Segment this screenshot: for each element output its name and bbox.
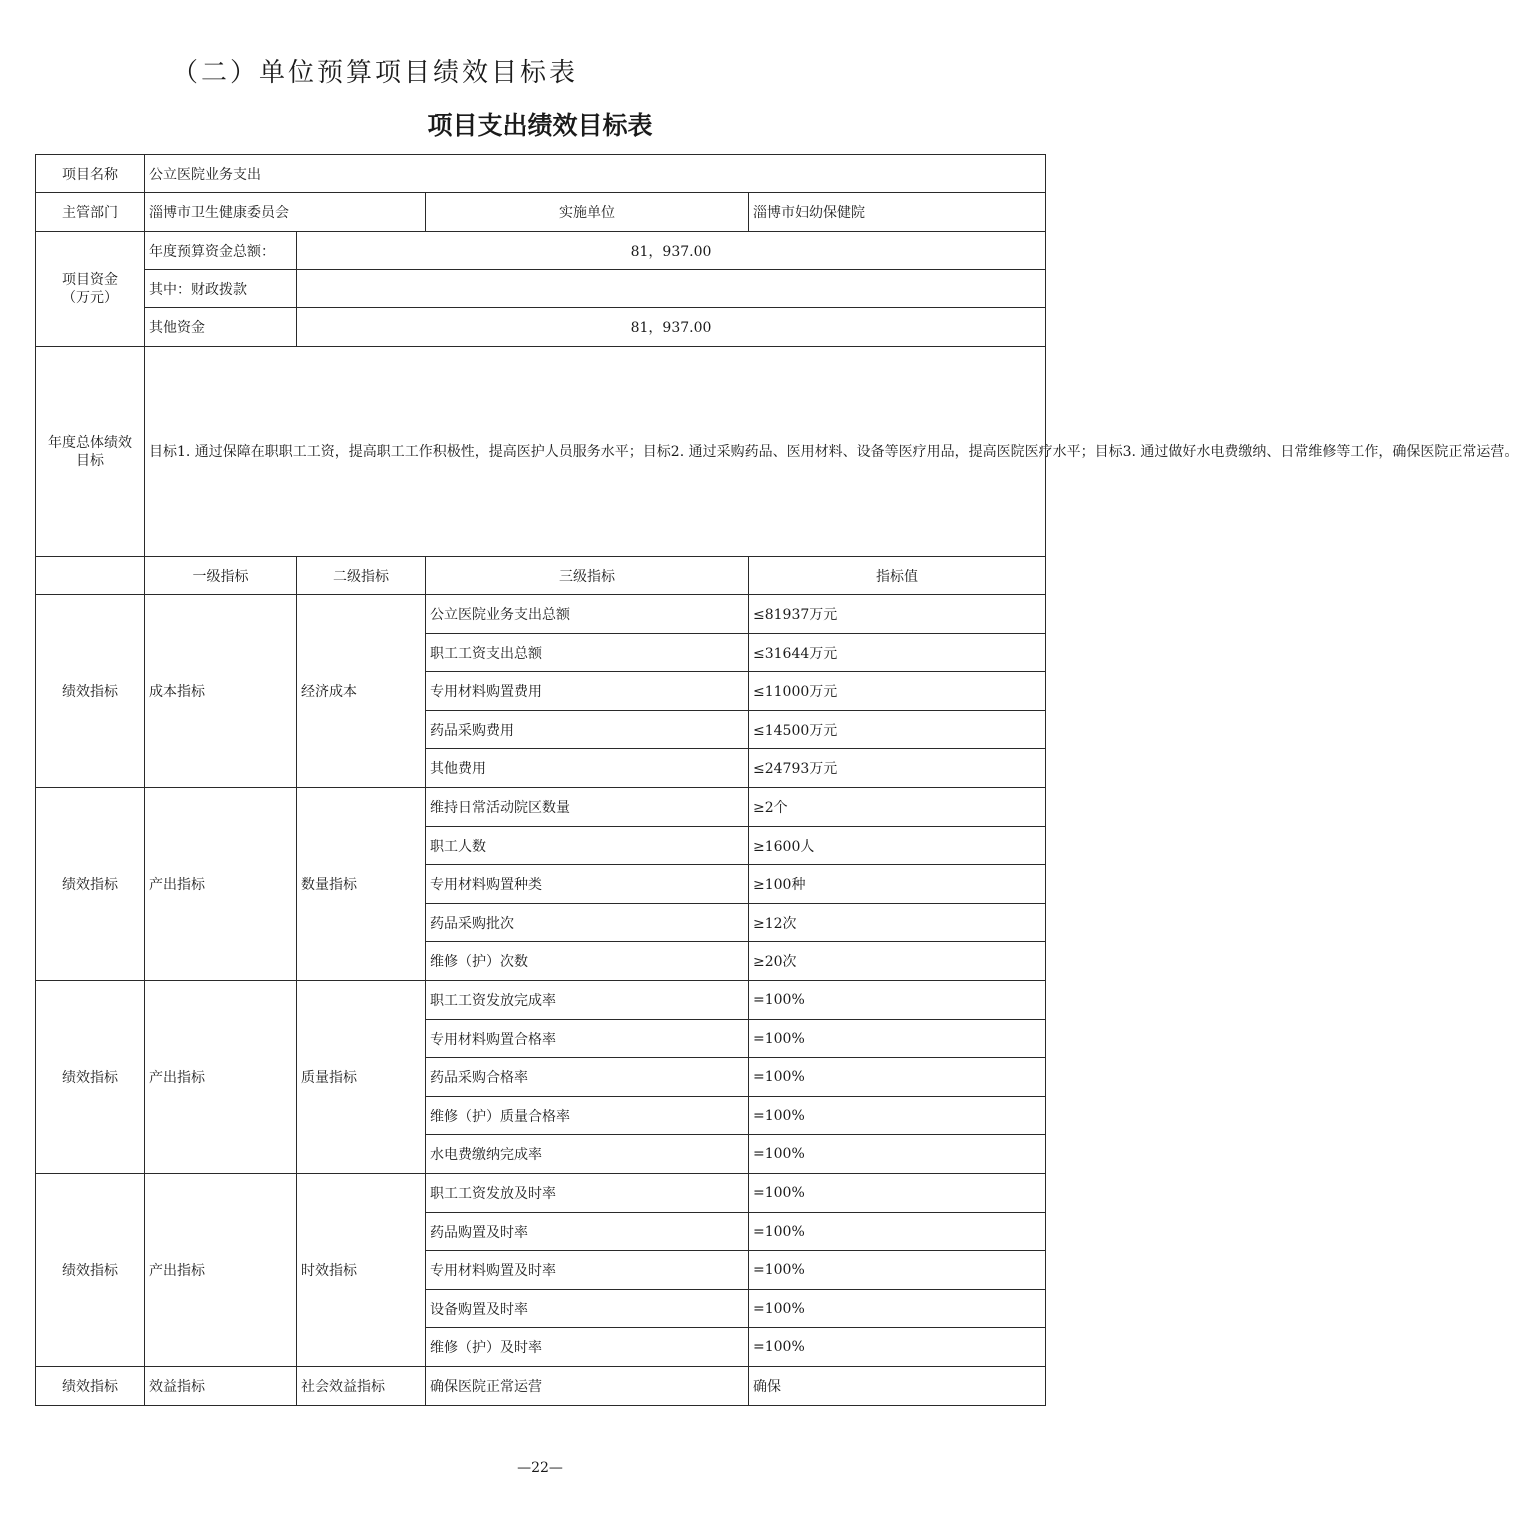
indicator-level3-name: 专用材料购置费用 bbox=[426, 672, 749, 711]
header-level3: 三级指标 bbox=[426, 557, 749, 595]
indicator-level1: 成本指标 bbox=[145, 595, 297, 788]
indicator-category: 绩效指标 bbox=[36, 1367, 145, 1406]
indicator-target-value: =100% bbox=[749, 1174, 1046, 1213]
project-name-value: 公立医院业务支出 bbox=[145, 155, 1046, 193]
funds-other-row bbox=[36, 308, 1046, 347]
indicator-target-value: =100% bbox=[749, 1135, 1046, 1174]
indicator-level3-name: 设备购置及时率 bbox=[426, 1290, 749, 1328]
indicator-level3-name: 维持日常活动院区数量 bbox=[426, 788, 749, 827]
implementing-unit-value: 淄博市妇幼保健院 bbox=[749, 193, 1046, 232]
funds-total-label: 年度预算资金总额： bbox=[145, 232, 297, 270]
funds-label-line1: 项目资金 bbox=[62, 272, 118, 288]
funds-total-row bbox=[36, 232, 1046, 270]
indicator-level3-name: 药品采购合格率 bbox=[426, 1058, 749, 1097]
funds-label bbox=[36, 232, 145, 347]
indicator-level3-name: 职工人数 bbox=[426, 827, 749, 865]
funds-label-line2: （万元） bbox=[62, 290, 118, 306]
indicator-row bbox=[36, 981, 1046, 1020]
page-number: —22— bbox=[517, 1460, 563, 1476]
header-level2: 二级指标 bbox=[297, 557, 426, 595]
indicator-target-value: ≥100种 bbox=[749, 865, 1046, 904]
project-name-label: 项目名称 bbox=[36, 155, 145, 193]
indicator-target-value: ≥2个 bbox=[749, 788, 1046, 827]
indicator-target-value: =100% bbox=[749, 1213, 1046, 1251]
indicator-category: 绩效指标 bbox=[36, 981, 145, 1174]
indicator-level3-name: 维修（护）质量合格率 bbox=[426, 1097, 749, 1135]
indicator-category: 绩效指标 bbox=[36, 788, 145, 981]
indicator-level2: 经济成本 bbox=[297, 595, 426, 788]
indicator-level3-name: 维修（护）次数 bbox=[426, 942, 749, 981]
indicator-target-value: ≥12次 bbox=[749, 904, 1046, 942]
funds-other-value: 81，937.00 bbox=[297, 308, 1046, 347]
indicator-row bbox=[36, 788, 1046, 827]
indicator-header-row bbox=[36, 557, 1046, 595]
indicator-target-value: ≤11000万元 bbox=[749, 672, 1046, 711]
goal-label-line1: 年度总体绩效 bbox=[48, 434, 132, 451]
indicator-level3-name: 公立医院业务支出总额 bbox=[426, 595, 749, 634]
department-value: 淄博市卫生健康委员会 bbox=[145, 193, 426, 232]
indicator-level3-name: 专用材料购置合格率 bbox=[426, 1020, 749, 1058]
table-body bbox=[36, 155, 1518, 1406]
department-label: 主管部门 bbox=[36, 193, 145, 232]
section-heading: （二）单位预算项目绩效目标表 bbox=[172, 58, 579, 88]
indicator-level3-name: 职工工资支出总额 bbox=[426, 634, 749, 672]
indicator-level2: 社会效益指标 bbox=[297, 1367, 426, 1406]
indicator-level3-name: 职工工资发放完成率 bbox=[426, 981, 749, 1020]
indicator-target-value: =100% bbox=[749, 1097, 1046, 1135]
indicator-target-value: =100% bbox=[749, 1251, 1046, 1290]
indicator-target-value: ≤31644万元 bbox=[749, 634, 1046, 672]
indicator-level3-name: 其他费用 bbox=[426, 749, 749, 788]
goal-label-line2: 目标 bbox=[76, 452, 104, 469]
funds-fiscal-value bbox=[297, 270, 1046, 308]
indicator-target-value: ≤24793万元 bbox=[749, 749, 1046, 788]
indicator-target-value: 确保 bbox=[749, 1367, 1046, 1406]
indicator-level3-name: 维修（护）及时率 bbox=[426, 1328, 749, 1367]
indicator-target-value: =100% bbox=[749, 1328, 1046, 1367]
indicator-level1: 产出指标 bbox=[145, 1174, 297, 1367]
indicator-level2: 质量指标 bbox=[297, 981, 426, 1174]
funds-total-value: 81，937.00 bbox=[297, 232, 1046, 270]
goal-label bbox=[36, 347, 145, 557]
indicator-level3-name: 药品采购费用 bbox=[426, 711, 749, 749]
indicator-level2: 时效指标 bbox=[297, 1174, 426, 1367]
indicator-level3-name: 确保医院正常运营 bbox=[426, 1367, 749, 1406]
indicator-level3-name: 药品采购批次 bbox=[426, 904, 749, 942]
indicator-level3-name: 专用材料购置种类 bbox=[426, 865, 749, 904]
funds-fiscal-label: 其中：财政拨款 bbox=[145, 270, 297, 308]
indicator-row bbox=[36, 595, 1046, 634]
header-level1: 一级指标 bbox=[145, 557, 297, 595]
indicator-level3-name: 水电费缴纳完成率 bbox=[426, 1135, 749, 1174]
goal-text: 目标1. 通过保障在职职工工资，提高职工工作积极性，提高医护人员服务水平；目标2. 通过采购药品、医用材料、设备等医疗用品，提高医院医疗水平；目标3. 通过做好水电费缴纳、日常维修等工作，确保医院正常运营。 bbox=[145, 347, 1046, 557]
funds-other-label: 其他资金 bbox=[145, 308, 297, 347]
indicator-level1: 效益指标 bbox=[145, 1367, 297, 1406]
indicator-row bbox=[36, 1367, 1046, 1406]
header-blank bbox=[36, 557, 145, 595]
indicator-target-value: =100% bbox=[749, 981, 1046, 1020]
indicator-level2: 数量指标 bbox=[297, 788, 426, 981]
indicator-target-value: ≥1600人 bbox=[749, 827, 1046, 865]
indicator-level3-name: 药品购置及时率 bbox=[426, 1213, 749, 1251]
indicator-target-value: =100% bbox=[749, 1020, 1046, 1058]
goal-row bbox=[36, 347, 1046, 557]
indicator-level3-name: 职工工资发放及时率 bbox=[426, 1174, 749, 1213]
indicator-level1: 产出指标 bbox=[145, 788, 297, 981]
indicator-category: 绩效指标 bbox=[36, 595, 145, 788]
department-row bbox=[36, 193, 1046, 232]
indicator-target-value: ≤14500万元 bbox=[749, 711, 1046, 749]
funds-fiscal-row bbox=[36, 270, 1046, 308]
indicator-row bbox=[36, 1174, 1046, 1213]
table-title: 项目支出绩效目标表 bbox=[427, 111, 653, 140]
indicator-target-value: ≥20次 bbox=[749, 942, 1046, 981]
indicator-level1: 产出指标 bbox=[145, 981, 297, 1174]
indicator-category: 绩效指标 bbox=[36, 1174, 145, 1367]
indicator-target-value: =100% bbox=[749, 1290, 1046, 1328]
project-name-row bbox=[36, 155, 1046, 193]
header-value: 指标值 bbox=[749, 557, 1046, 595]
indicator-level3-name: 专用材料购置及时率 bbox=[426, 1251, 749, 1290]
implementing-unit-label: 实施单位 bbox=[426, 193, 749, 232]
performance-table bbox=[35, 154, 1518, 1406]
indicator-target-value: ≤81937万元 bbox=[749, 595, 1046, 634]
indicator-target-value: =100% bbox=[749, 1058, 1046, 1097]
